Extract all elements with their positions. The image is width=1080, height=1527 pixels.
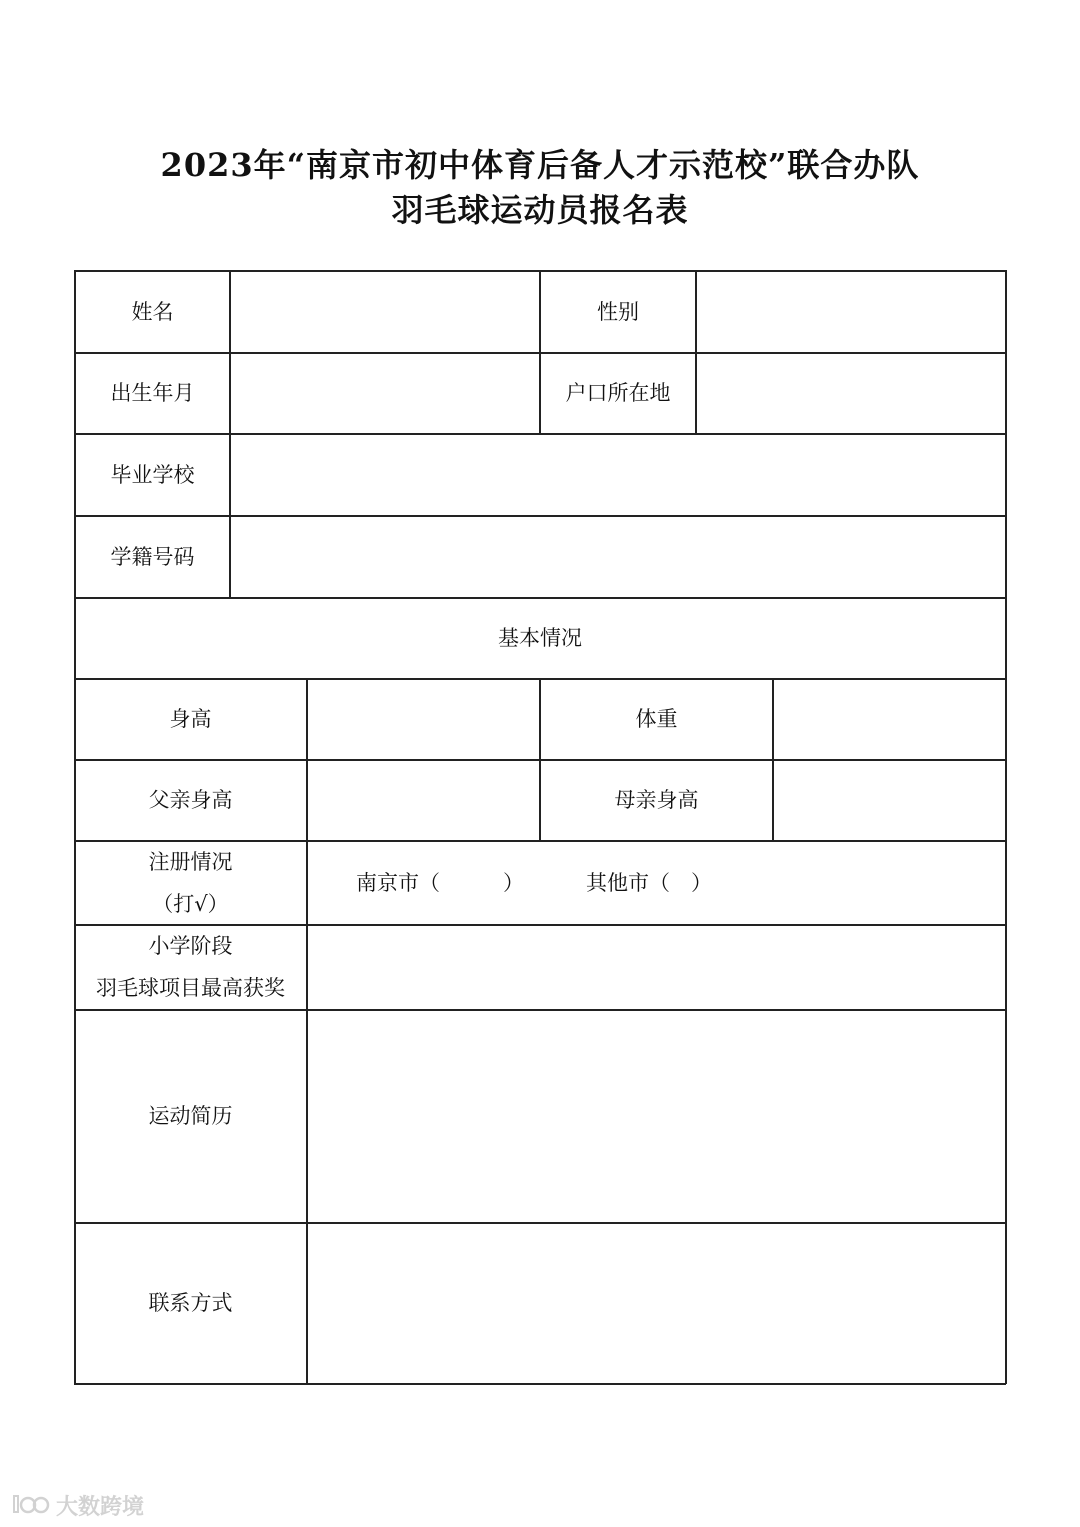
registration-label-line2: （打√） (152, 891, 229, 916)
registration-label-line1: 注册情况 (148, 849, 233, 874)
birth-label: 出生年月 (110, 381, 195, 405)
watermark-logo-icon (10, 1492, 50, 1518)
registration-label (75, 841, 306, 924)
gender-label: 性别 (597, 299, 639, 324)
name-field[interactable] (231, 271, 539, 352)
weight-field[interactable] (774, 679, 1005, 759)
award-label-line1: 小学阶段 (148, 934, 233, 958)
mother-height-label: 母亲身高 (614, 788, 699, 812)
father-height-label: 父亲身高 (148, 788, 233, 812)
hukou-field[interactable] (697, 353, 1005, 433)
hukou-label: 户口所在地 (565, 381, 671, 405)
table-border-right (1005, 270, 1007, 1384)
mother-height-field[interactable] (774, 760, 1005, 840)
height-label: 身高 (169, 707, 212, 731)
award-label-line2: 羽毛球项目最高获奖 (96, 976, 285, 1000)
contact-field[interactable] (308, 1223, 1005, 1383)
student-id-label: 学籍号码 (110, 544, 195, 569)
table-border-bottom (74, 1383, 1006, 1385)
weight-label: 体重 (635, 707, 678, 731)
school-field[interactable] (231, 434, 1005, 515)
school-label: 毕业学校 (110, 462, 195, 487)
registration-options (308, 841, 1005, 924)
watermark-text: 大数跨境 (56, 1494, 145, 1520)
registration-option-other[interactable]: 其他市（ ） (586, 870, 712, 895)
registration-option-nanjing[interactable]: 南京市（ ） (356, 870, 524, 895)
basic-info-header: 基本情况 (498, 626, 582, 650)
father-height-field[interactable] (308, 760, 539, 840)
gender-field[interactable] (697, 271, 1005, 352)
sports-resume-field[interactable] (308, 1010, 1005, 1222)
student-id-field[interactable] (231, 516, 1005, 597)
award-field[interactable] (308, 925, 1005, 1009)
height-field[interactable] (308, 679, 539, 759)
title-line-1: 2023年“南京市初中体育后备人才示范校”联合办队 (160, 146, 920, 184)
name-label: 姓名 (131, 299, 174, 324)
sports-resume-label: 运动简历 (148, 1104, 233, 1128)
watermark (10, 1488, 144, 1522)
birth-field[interactable] (231, 353, 539, 433)
award-label (75, 925, 306, 1009)
title-line-2: 羽毛球运动员报名表 (391, 191, 689, 229)
contact-label: 联系方式 (148, 1291, 233, 1315)
